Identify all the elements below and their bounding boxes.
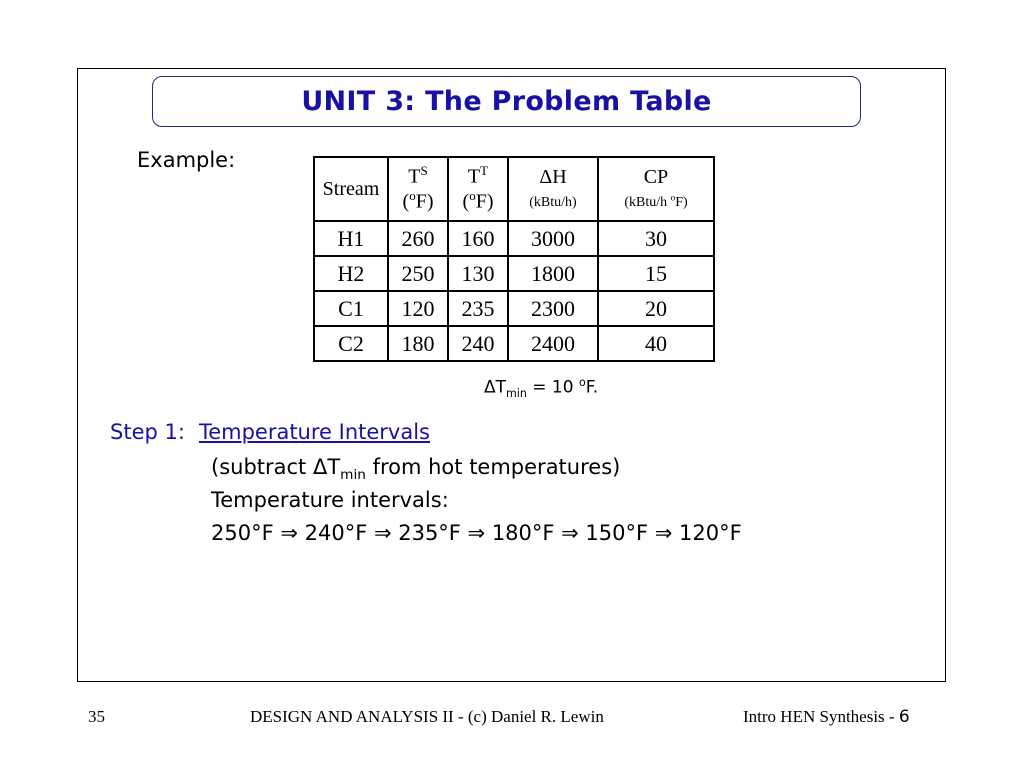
cell-ts: 180 <box>388 326 448 361</box>
header-stream: Stream <box>314 157 388 221</box>
cell-tt: 240 <box>448 326 508 361</box>
cell-ts: 250 <box>388 256 448 291</box>
example-label: Example: <box>137 148 236 172</box>
cell-stream: C1 <box>314 291 388 326</box>
footer-right: Intro HEN Synthesis - 6 <box>743 707 910 727</box>
header-delta-h: ΔH (kBtu/h) <box>508 157 598 221</box>
cell-stream: H2 <box>314 256 388 291</box>
cell-cp: 30 <box>598 221 714 256</box>
cell-dh: 1800 <box>508 256 598 291</box>
page-number: 35 <box>88 707 105 726</box>
intervals-label: Temperature intervals: <box>211 488 449 512</box>
table-row <box>314 326 714 361</box>
cell-stream: C2 <box>314 326 388 361</box>
cell-stream: H1 <box>314 221 388 256</box>
table-row <box>314 256 714 291</box>
cell-ts: 120 <box>388 291 448 326</box>
title-box <box>152 76 861 127</box>
temperature-intervals-link[interactable]: Temperature Intervals <box>198 420 430 444</box>
delta-tmin-note: $\Delta T_{min} = 10$ $^o$F. <box>484 376 599 401</box>
cell-dh: 2300 <box>508 291 598 326</box>
cell-cp: 40 <box>598 326 714 361</box>
header-cp: CP (kBtu/h $^o$F) <box>598 157 714 221</box>
table-row <box>314 291 714 326</box>
cell-cp: 15 <box>598 256 714 291</box>
cell-tt: 235 <box>448 291 508 326</box>
cell-cp: 20 <box>598 291 714 326</box>
step1-label: Step 1: <box>110 420 185 444</box>
cell-tt: 130 <box>448 256 508 291</box>
table-header-row <box>314 157 714 221</box>
step1-note: (subtract $\Delta T_{min}$ from hot temperatures) <box>211 455 621 484</box>
footer-center: DESIGN AND ANALYSIS II - (c) Daniel R. Lewin <box>250 707 604 726</box>
table-row <box>314 221 714 256</box>
cell-tt: 160 <box>448 221 508 256</box>
cell-dh: 3000 <box>508 221 598 256</box>
header-target-temp: $T^T$ ($^o$F) <box>448 157 508 221</box>
header-supply-temp: $T^S$ ($^o$F) <box>388 157 448 221</box>
slide-title: UNIT 3: The Problem Table <box>301 86 712 117</box>
step1-heading <box>110 420 430 444</box>
intervals-sequence: 250°F ⇒ 240°F ⇒ 235°F ⇒ 180°F ⇒ 150°F ⇒ 120°F <box>211 521 742 545</box>
cell-dh: 2400 <box>508 326 598 361</box>
problem-table <box>313 156 715 362</box>
cell-ts: 260 <box>388 221 448 256</box>
